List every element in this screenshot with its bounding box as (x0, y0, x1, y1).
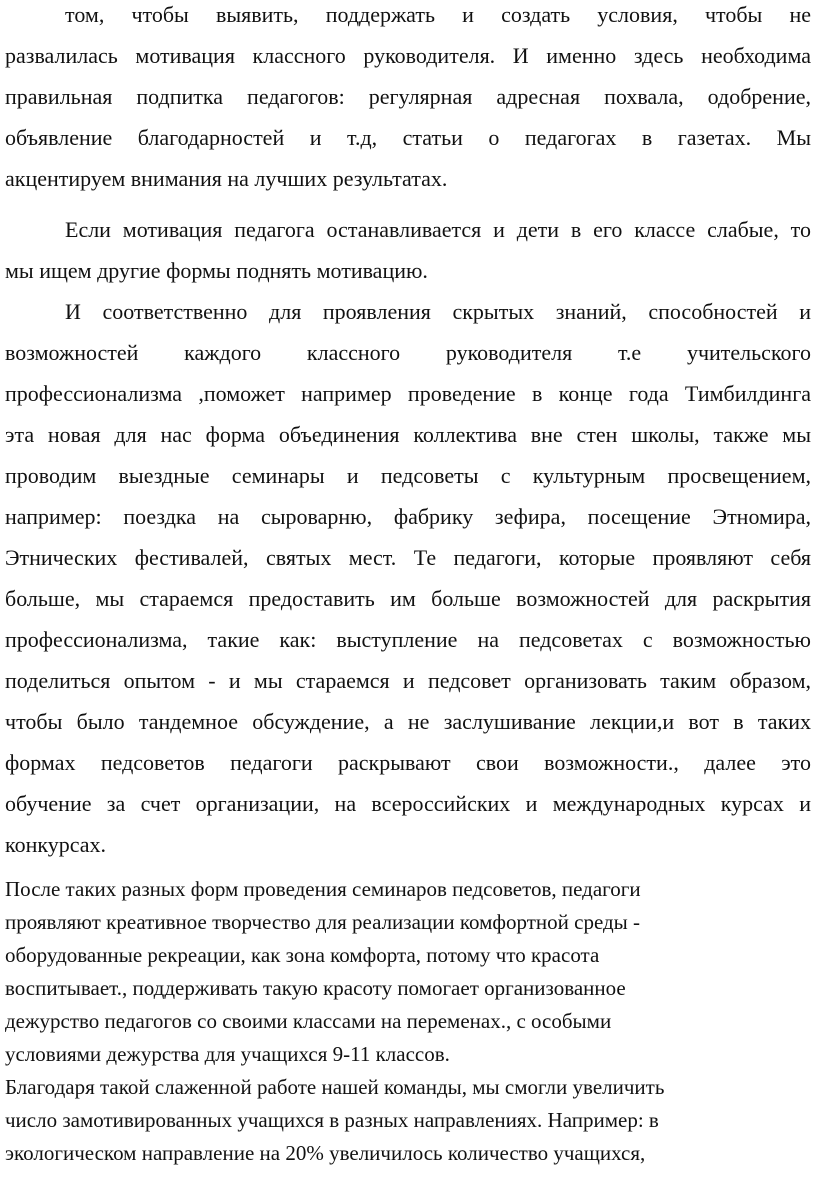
text-line: чтобы было тандемное обсуждение, а не заслушивание лекции,и вот в таких (5, 709, 811, 734)
text-line: мы ищем другие формы поднять мотивацию. (5, 258, 428, 283)
text-line: возможностей каждого классного руководителя т.е учительского (5, 340, 811, 365)
text-line: проявляют креативное творчество для реализации комфортной среды - (5, 910, 641, 934)
text-line: условиями дежурства для учащихся 9-11 классов. (5, 1042, 450, 1066)
text-line: правильная подпитка педагогов: регулярная адресная похвала, одобрение, (5, 84, 811, 109)
text-line: профессионализма ,поможет например проведение в конце года Тимбилдинга (5, 381, 811, 406)
text-line: объявление благодарностей и т.д, статьи о педагогах в газетах. Мы (5, 125, 811, 150)
text-line: И соответственно для проявления скрытых знаний, способностей и (65, 299, 811, 324)
text-line: Если мотивация педагога останавливается и дети в его классе слабые, то (65, 217, 811, 242)
text-line: формах педсоветов педагоги раскрывают свои возможности., далее это (5, 750, 811, 775)
text-line: профессионализма, такие как: выступление на педсоветах с возможностью (5, 627, 811, 652)
text-line: Этнических фестивалей, святых мест. Те педагоги, которые проявляют себя (5, 545, 811, 570)
text-line: акцентируем внимания на лучших результатах. (5, 166, 448, 191)
text-line: развалилась мотивация классного руководителя. И именно здесь необходима (5, 43, 811, 68)
text-line: больше, мы стараемся предоставить им больше возможностей для раскрытия (5, 586, 811, 611)
text-line: дежурство педагогов со своими классами на переменах., с особыми (5, 1009, 612, 1033)
text-line: Благодаря такой слаженной работе нашей команды, мы смогли увеличить (5, 1075, 665, 1099)
text-line: поделиться опытом - и мы стараемся и педсовет организовать таким образом, (5, 668, 811, 693)
text-line: например: поездка на сыроварню, фабрику зефира, посещение Этномира, (5, 504, 811, 529)
text-line: число замотивированных учащихся в разных направлениях. Например: в (5, 1108, 659, 1132)
text-line: проводим выездные семинары и педсоветы с культурным просвещением, (5, 463, 811, 488)
text-line: том, чтобы выявить, поддержать и создать условия, чтобы не (65, 2, 811, 27)
text-line: эта новая для нас форма объединения коллектива вне стен школы, также мы (5, 422, 811, 447)
text-line: конкурсах. (5, 832, 107, 857)
text-line: обучение за счет организации, на всероссийских и международных курсах и (5, 791, 811, 816)
text-line: оборудованные рекреации, как зона комфорта, потому что красота (5, 943, 600, 967)
text-line: экологическом направление на 20% увеличилось количество учащихся, (5, 1141, 646, 1165)
text-line: воспитывает., поддерживать такую красоту помогает организованное (5, 976, 626, 1000)
text-line: После таких разных форм проведения семинаров педсоветов, педагоги (5, 877, 641, 901)
